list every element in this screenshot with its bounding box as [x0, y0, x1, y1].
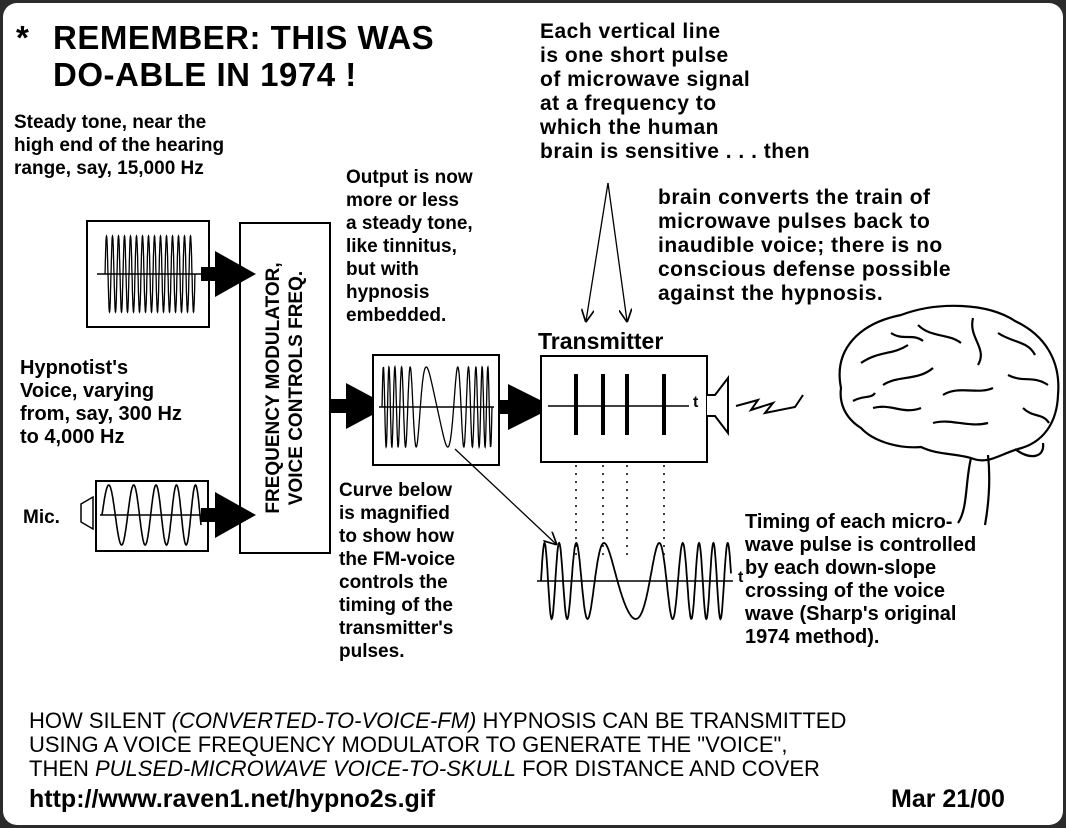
pointer-arrow [586, 183, 608, 321]
modulator-label: FREQUENCY MODULATOR, VOICE CONTROLS FREQ. [263, 262, 307, 514]
source-url: http://www.raven1.net/hypno2s.gif [29, 785, 436, 813]
voice-label: Hypnotist's Voice, varying from, say, 300 Hz to 4,000 Hz [20, 357, 182, 448]
diagram-frame [3, 3, 1063, 825]
microphone-icon [81, 497, 93, 529]
t-axis-label: t [693, 394, 699, 411]
date-label: Mar 21/00 [891, 785, 1005, 813]
t-axis-label-magnified: t [738, 569, 744, 586]
title-line-1: REMEMBER: THIS WAS [53, 19, 435, 56]
asterisk: * [16, 19, 30, 56]
lightning-icon [736, 395, 803, 413]
caption-line-2: USING A VOICE FREQUENCY MODULATOR TO GENERATE THE "VOICE", [29, 732, 788, 757]
brain-icon [840, 306, 1059, 525]
caption-line-3: THEN PULSED-MICROWAVE VOICE-TO-SKULL FOR DISTANCE AND COVER [29, 756, 820, 781]
pointer-arrow [608, 183, 627, 321]
transmitter-label: Transmitter [538, 328, 664, 354]
caption-line-1: HOW SILENT (CONVERTED-TO-VOICE-FM) HYPNOSIS CAN BE TRANSMITTED [29, 708, 847, 733]
dotted-guides [576, 465, 664, 558]
output-label: Output is now more or less a steady tone, like tinnitus, but with hypnosis embedded. [346, 167, 473, 326]
curve-below-label: Curve below is magnified to show how the FM-voice controls the timing of the transmitter's pulses. [339, 480, 456, 662]
brain-converts-label: brain converts the train of microwave pulses back to inaudible voice; there is no conscious defense possible against the hypnosis. [658, 186, 952, 305]
mic-label: Mic. [23, 507, 60, 528]
vertical-line-label: Each vertical line is one short pulse of microwave signal at a frequency to which the human brain is sensitive . . . then [540, 20, 811, 163]
antenna-horn-icon [707, 378, 728, 433]
transmitter-box [541, 356, 707, 462]
timing-label: Timing of each micro- wave pulse is controlled by each down-slope crossing of the voice wave (Sharp's original 1974 method). [745, 511, 977, 648]
steady-tone-label: Steady tone, near the high end of the hearing range, say, 15,000 Hz [14, 112, 225, 179]
title-line-2: DO-ABLE IN 1974 ! [53, 56, 357, 93]
